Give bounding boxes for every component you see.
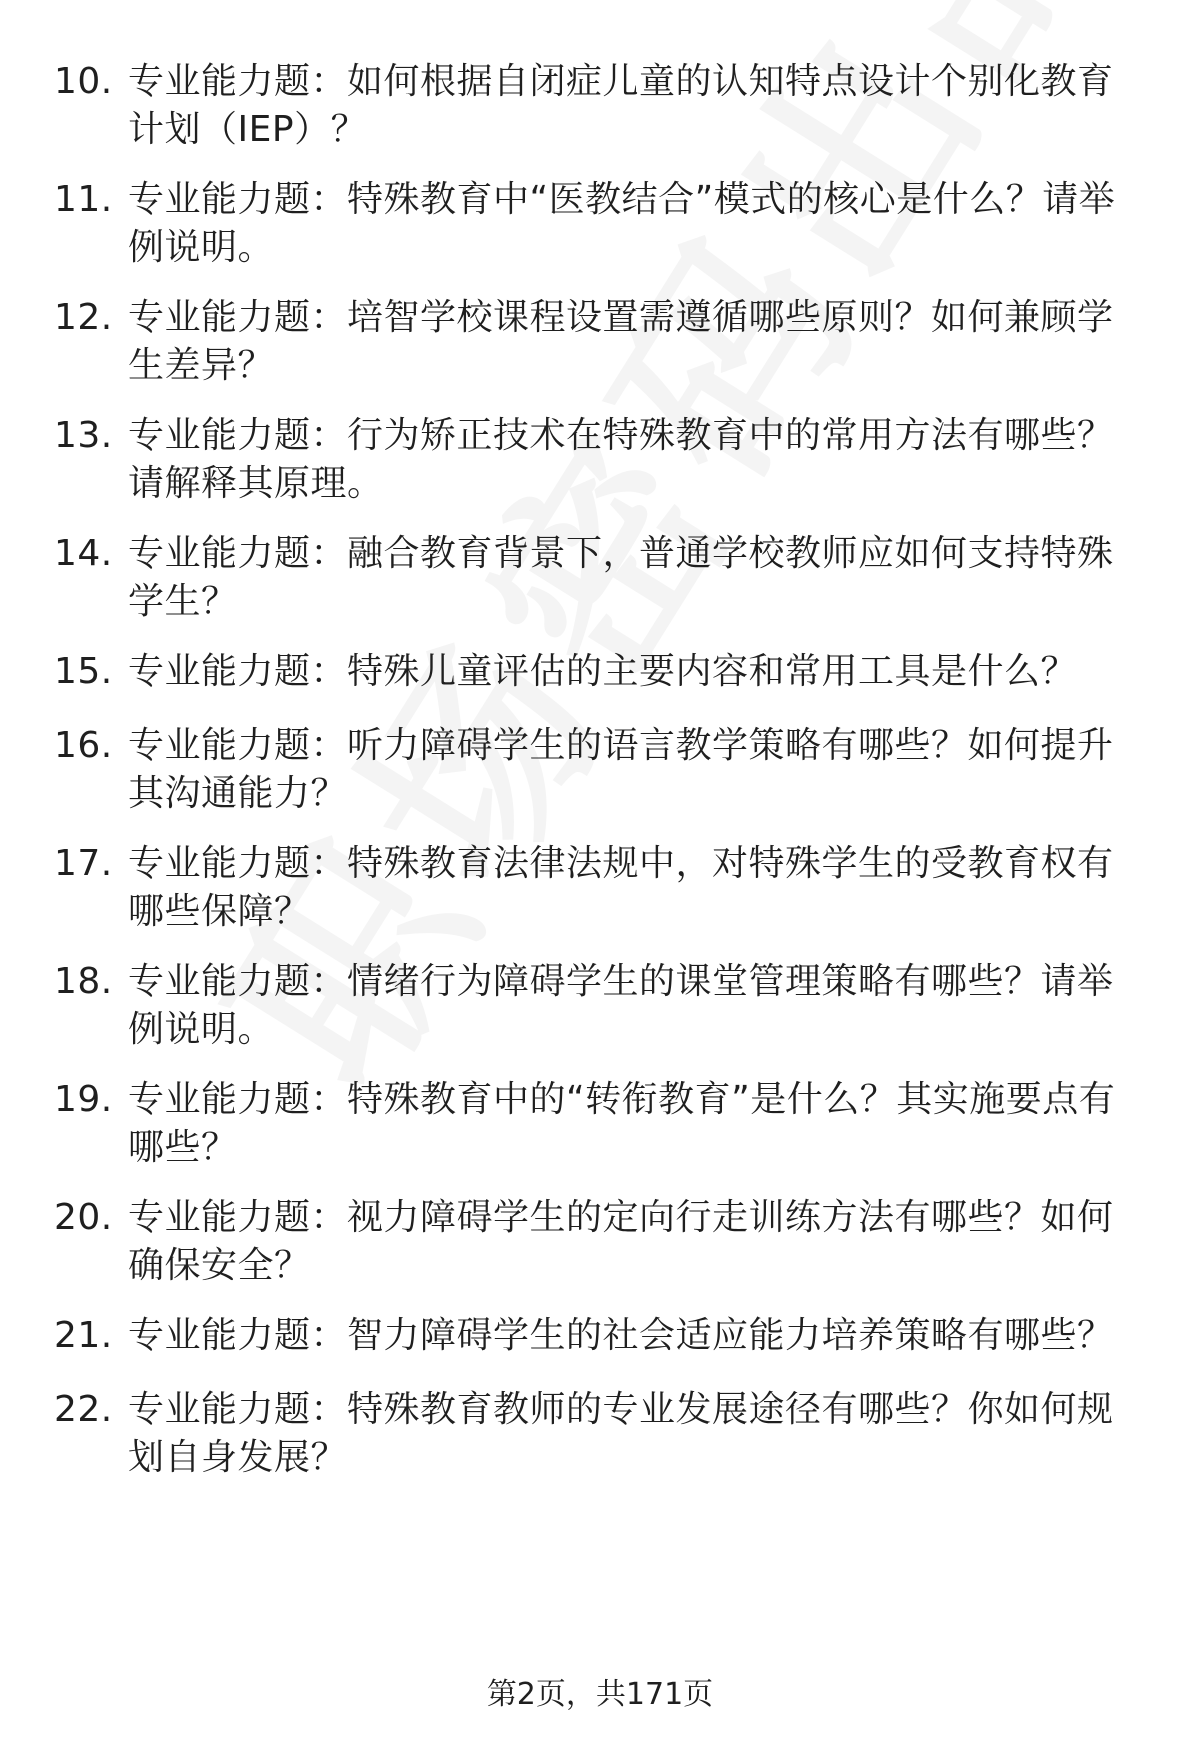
question-number: 15.: [54, 651, 113, 692]
question-number: 16.: [54, 725, 113, 766]
question-number: 22.: [54, 1389, 113, 1430]
question-text: 专业能力题：行为矫正技术在特殊教育中的常用方法有哪些？请解释其原理。: [128, 415, 1114, 504]
question-number: 20.: [54, 1197, 113, 1238]
page-footer: 第2页，共171页: [486, 1677, 714, 1712]
question-text: 专业能力题：融合教育背景下，普通学校教师应如何支持特殊学生？: [128, 533, 1114, 622]
question-text: 专业能力题：如何根据自闭症儿童的认知特点设计个别化教育计划（IEP）？: [128, 61, 1114, 150]
question-number: 12.: [54, 297, 113, 338]
question-number: 11.: [54, 179, 113, 220]
question-text: 专业能力题：视力障碍学生的定向行走训练方法有哪些？如何确保安全？: [128, 1197, 1114, 1286]
question-number: 13.: [54, 415, 113, 456]
question-text: 专业能力题：培智学校课程设置需遵循哪些原则？如何兼顾学生差异？: [128, 297, 1114, 386]
question-number: 21.: [54, 1315, 113, 1356]
question-number: 14.: [54, 533, 113, 574]
question-number: 18.: [54, 961, 113, 1002]
question-text: 专业能力题：特殊教育中的“转衔教育”是什么？其实施要点有哪些？: [128, 1079, 1116, 1168]
question-number: 10.: [54, 61, 113, 102]
question-text: 专业能力题：情绪行为障碍学生的课堂管理策略有哪些？请举例说明。: [128, 961, 1114, 1050]
question-text: 专业能力题：特殊儿童评估的主要内容和常用工具是什么？: [128, 651, 1078, 692]
question-text: 专业能力题：智力障碍学生的社会适应能力培养策略有哪些？: [128, 1315, 1114, 1356]
question-text: 专业能力题：特殊教育中“医教结合”模式的核心是什么？请举例说明。: [128, 179, 1116, 268]
question-number: 19.: [54, 1079, 113, 1120]
question-text: 专业能力题：特殊教育教师的专业发展途径有哪些？你如何规划自身发展？: [128, 1389, 1114, 1478]
question-text: 专业能力题：听力障碍学生的语言教学策略有哪些？如何提升其沟通能力？: [128, 725, 1114, 814]
question-text: 专业能力题：特殊教育法律法规中，对特殊学生的受教育权有哪些保障？: [128, 843, 1114, 932]
question-number: 17.: [54, 843, 113, 884]
